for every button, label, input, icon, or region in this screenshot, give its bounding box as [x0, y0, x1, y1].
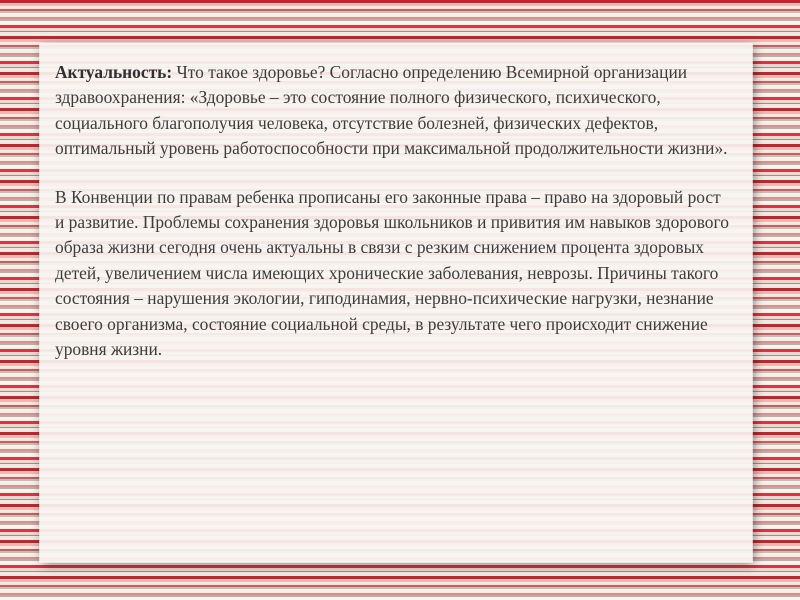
slide-text-body	[55, 60, 734, 362]
paragraph-convention: В Конвенции по правам ребенка прописаны его законные права – право на здоровый рост и развитие. Проблемы сохранения здоровья школьников и привития им навыков здорового образа жизни сегодня очень актуальны в связи с резким снижением процента здоровых детей, увеличением числа имеющих хронические заболевания, неврозы. Причины такого состояния – нарушения экологии, гиподинамия, нервно-психические нагрузки, незнание своего организма, состояние социальной среды, в результате чего происходит снижение уровня жизни.	[55, 186, 729, 360]
paragraph-relevance	[55, 60, 734, 162]
slide-content-panel	[40, 44, 752, 562]
relevance-text: Что такое здоровье? Согласно определению Всемирной организации здравоохранения: «Здоровье – это состояние полного физического, психического, социального благополучия человека, отсутствие болезней, физических дефектов, оптимальный уровень работоспособности при максимальной продолжительности жизни».	[55, 62, 728, 159]
relevance-heading: Актуальность:	[55, 62, 173, 82]
